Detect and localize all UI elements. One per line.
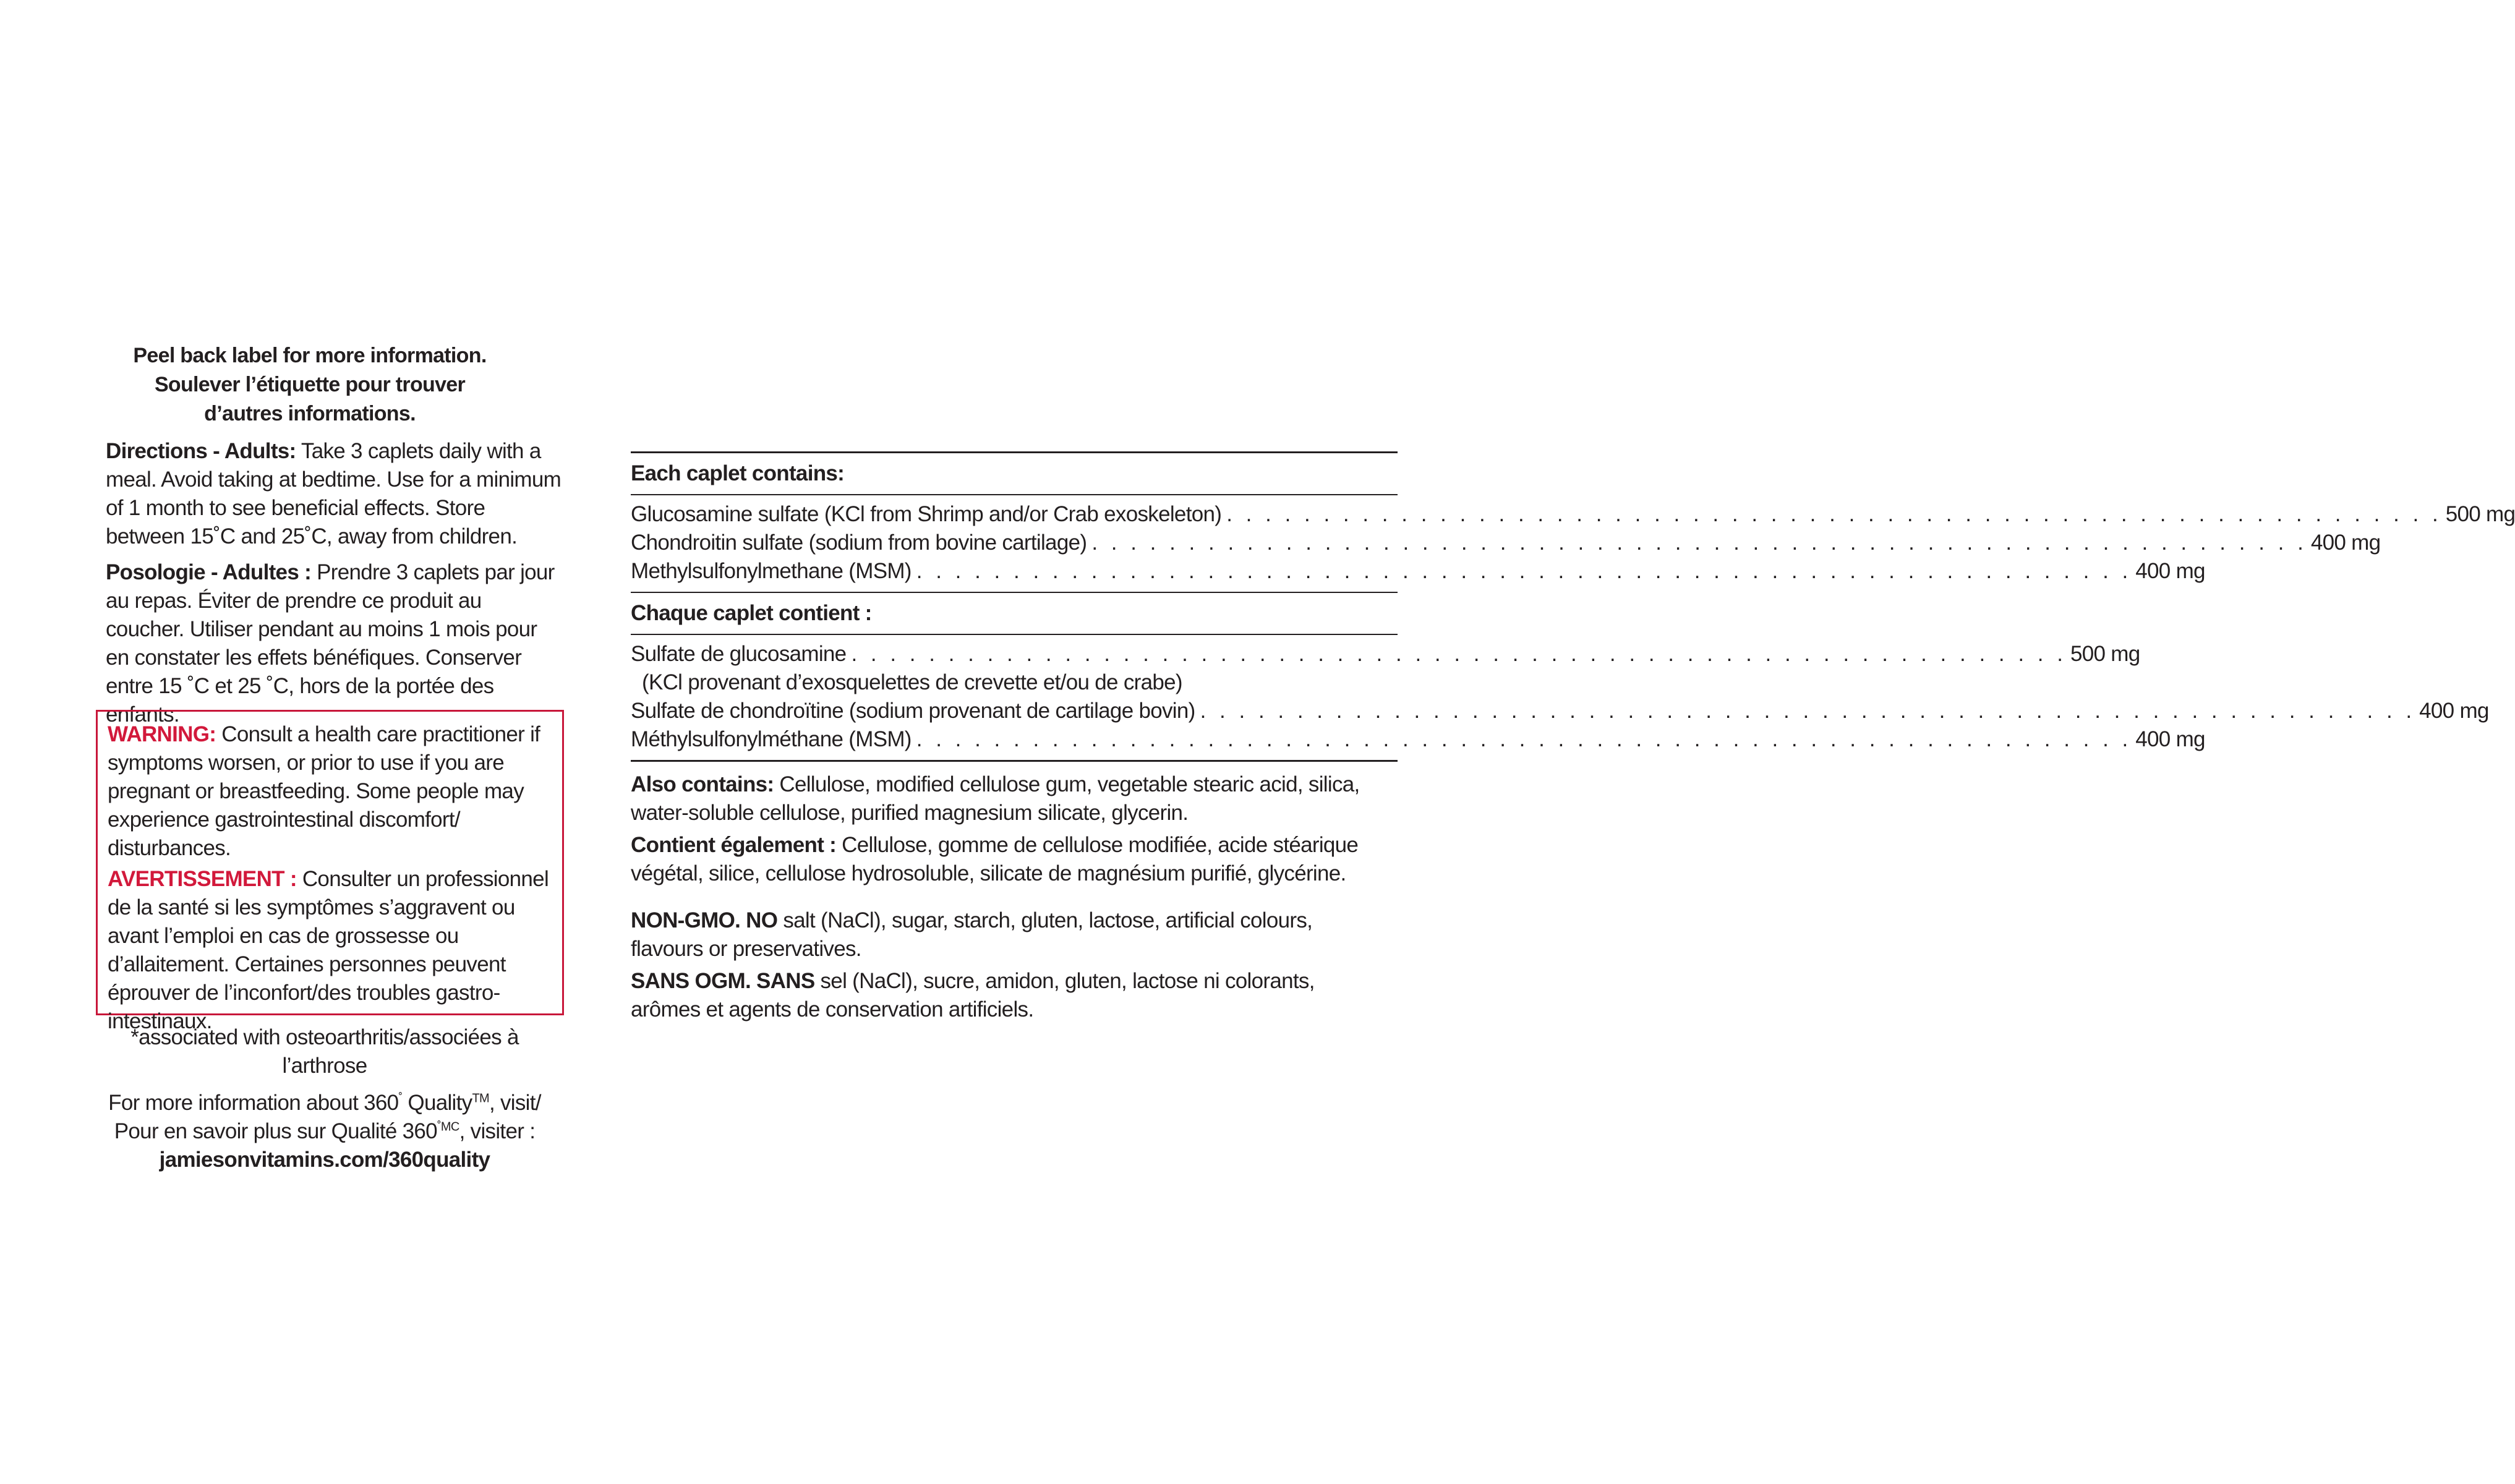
osteoarthritis-note: *associated with osteoarthritis/associées à l’arthrose (130, 1025, 519, 1078)
peel-back-notice (106, 341, 514, 429)
ingredient-row (631, 557, 2205, 586)
ingredient-row (631, 500, 2515, 529)
each-caplet-heading: Each caplet contains: (631, 461, 845, 485)
ingredient-source-note: (KCl provenant d’exosquelettes de crevette et/ou de crabe) (642, 670, 1182, 694)
also-contains-en (631, 770, 1360, 827)
peel-fr-line2: d’autres informations. (204, 402, 416, 425)
also-contains-fr (631, 831, 1360, 888)
avertissement-text: Consulter un professionnel de la santé si les symptômes s’aggravent ou avant l’emploi en cas de grossesse ou d’allaitement. Certaines personnes peuvent éprouver de l’inconfort/des troubles gastro-intestinaux. (108, 867, 549, 1033)
non-gmo-text: salt (NaCl), sugar, starch, gluten, lactose, artificial colours, flavours or preservatives. (631, 908, 1313, 961)
ingredient-name: Méthylsulfonylméthane (MSM) (631, 727, 912, 751)
more-info-fr (96, 1117, 553, 1146)
chaque-caplet-heading: Chaque caplet contient : (631, 601, 872, 625)
trademark-mark: TM (472, 1091, 489, 1106)
right-column (631, 451, 2515, 1024)
ingredient-name: Sulfate de glucosamine (631, 642, 847, 666)
ingredient-amount: 400 mg (2135, 559, 2205, 583)
ingredients-en-list (631, 495, 2515, 592)
sans-ogm-text: sel (NaCl), sucre, amidon, gluten, lactose ni colorants, arômes et agents de conservation artificiels. (631, 969, 1315, 1021)
also-contains-label: Also contains: (631, 772, 774, 796)
leader-dots: . . . . . . . . . . . . . . . . . . . . . . . . . . . . . . . . . . . . . . . . . . . . . . . . . . . . . . . . . . . . . . . (916, 727, 2132, 751)
leader-dots: . . . . . . . . . . . . . . . . . . . . . . . . . . . . . . . . . . . . . . . . . . . . . . . . . . . . . . . . . . . . . . . (851, 642, 2067, 666)
posologie-label: Posologie - Adultes : (106, 560, 312, 584)
bottom-rule (631, 760, 1398, 762)
quality-text: Quality (402, 1091, 472, 1115)
peel-fr-line1: Soulever l’étiquette pour trouver (154, 373, 466, 396)
non-gmo-fr (631, 967, 1360, 1024)
ingredient-name: Glucosamine sulfate (KCl from Shrimp and/or Crab exoskeleton) (631, 502, 1222, 526)
contient-egalement-label: Contient également : (631, 833, 837, 857)
more-info-en (96, 1089, 553, 1117)
visit-text: , visit/ (489, 1091, 541, 1115)
ingredient-name: Chondroitin sulfate (sodium from bovine cartilage) (631, 531, 1087, 555)
warning-label: WARNING: (108, 722, 216, 746)
directions-text: Take 3 caplets daily with a meal. Avoid taking at bedtime. Use for a minimum of 1 month to see beneficial effects. Store between 15˚C and 25˚C, away from children. (106, 439, 561, 548)
ingredient-name: Sulfate de chondroïtine (sodium provenant de cartilage bovin) (631, 699, 1195, 723)
ingredient-row (631, 640, 2140, 668)
also-contains-text: Cellulose, modified cellulose gum, vegetable stearic acid, silica, water-soluble cellulose, purified magnesium silicate, glycerin. (631, 772, 1360, 825)
warning-en (108, 720, 553, 863)
directions-paragraph (106, 437, 563, 551)
warning-text: Consult a health care practitioner if symptoms worsen, or prior to use if you are pregnant or breastfeeding. Some people may experience gastrointestinal discomfort/ disturbances. (108, 722, 540, 860)
leader-dots: . . . . . . . . . . . . . . . . . . . . . . . . . . . . . . . . . . . . . . . . . . . . . . . . . . . . . . . . . . . . . . . (1226, 502, 2442, 526)
visiter-text: , visiter : (459, 1119, 536, 1143)
footer-notes (96, 1023, 553, 1174)
more-info-fr-text: Pour en savoir plus sur Qualité 360 (114, 1119, 437, 1143)
avertissement-label: AVERTISSEMENT : (108, 867, 297, 891)
degree-mark: ˚ (398, 1091, 403, 1106)
quality-url-link[interactable]: jamiesonvitamins.com/360quality (159, 1148, 490, 1172)
ingredient-row (631, 697, 2489, 725)
leader-dots: . . . . . . . . . . . . . . . . . . . . . . . . . . . . . . . . . . . . . . . . . . . . . . . . . . . . . . . . . . . . . . . (1091, 531, 2307, 555)
ingredients-fr-list (631, 635, 2489, 760)
sans-ogm-label: SANS OGM. SANS (631, 969, 815, 993)
warning-fr (108, 865, 553, 1036)
non-gmo-en (631, 906, 1360, 963)
warning-box (96, 710, 564, 1033)
ingredient-name: Methylsulfonylmethane (MSM) (631, 559, 912, 583)
ingredient-amount: 500 mg (2445, 502, 2515, 526)
ingredient-amount: 400 mg (2310, 531, 2381, 555)
ingredient-amount: 500 mg (2070, 642, 2140, 666)
leader-dots: . . . . . . . . . . . . . . . . . . . . . . . . . . . . . . . . . . . . . . . . . . . . . . . . . . . . . . . . . . . . . . . (916, 559, 2132, 583)
ingredient-row (631, 725, 2205, 754)
more-info-en-text: For more information about 360 (108, 1091, 399, 1115)
leader-dots: . . . . . . . . . . . . . . . . . . . . . . . . . . . . . . . . . . . . . . . . . . . . . . . . . . . . . . . . . . . . . . . (1200, 699, 2416, 723)
mc-mark: ˚MC (437, 1120, 459, 1134)
contient-egalement-text: Cellulose, gomme de cellulose modifiée, acide stéarique végétal, silice, cellulose hydrosoluble, silicate de magnésium purifié, glycérine. (631, 833, 1359, 885)
directions-label: Directions - Adults: (106, 439, 296, 463)
ingredient-amount: 400 mg (2135, 727, 2205, 751)
ingredient-amount: 400 mg (2419, 699, 2489, 723)
ingredient-row (631, 529, 2381, 557)
posologie-paragraph (106, 558, 563, 729)
peel-en: Peel back label for more information. (133, 344, 487, 367)
non-gmo-label: NON-GMO. NO (631, 908, 778, 932)
posologie-text: Prendre 3 caplets par jour au repas. Éviter de prendre ce produit au coucher. Utiliser pendant au moins 1 mois pour en constater les effets bénéfiques. Conserver entre 15 ˚C et 25 ˚C, hors de la portée des enfants. (106, 560, 555, 727)
left-column (106, 341, 563, 729)
